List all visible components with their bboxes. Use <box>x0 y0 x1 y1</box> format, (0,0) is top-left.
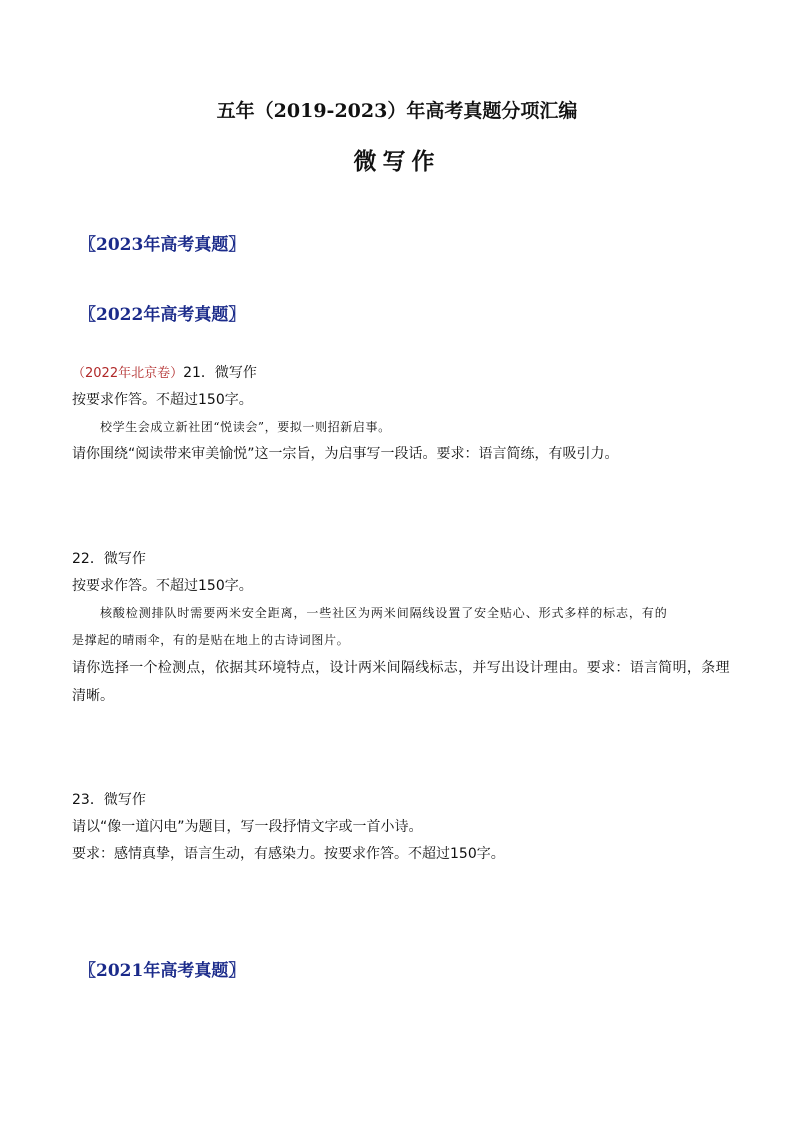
section-heading-2023: 〖2023年高考真题〗 <box>79 235 246 255</box>
section-heading-2021: 〖2021年高考真题〗 <box>79 961 246 981</box>
question-21-task: 请你围绕“阅读带来审美愉悦”这一宗旨，为启事写一段话。要求：语言简练，有吸引力。 <box>72 446 619 462</box>
document-title: 五年（2019-2023）年高考真题分项汇编 <box>216 100 578 122</box>
document-subtitle: 微写作 <box>353 148 441 175</box>
question-22-heading: 22．微写作 <box>72 551 146 567</box>
question-23-task: 请以“像一道闪电”为题目，写一段抒情文字或一首小诗。 <box>72 819 423 835</box>
question-21-source: （2022年北京卷） <box>72 366 184 381</box>
question-21-material: 校学生会成立新社团“悦读会”，要拟一则招新启事。 <box>100 420 391 434</box>
question-22-task-line-1: 请你选择一个检测点，依据其环境特点，设计两米间隔线标志，并写出设计理由。要求：语言简明，条理 <box>72 660 730 676</box>
question-21-requirement: 按要求作答。不超过150字。 <box>72 392 253 408</box>
question-23-heading: 23．微写作 <box>72 792 146 808</box>
question-21-heading: 21．微写作 <box>183 365 257 381</box>
question-22-material-line-1: 核酸检测排队时需要两米安全距离，一些社区为两米间隔线设置了安全贴心、形式多样的标志，有的 <box>100 606 668 620</box>
question-23-requirement: 要求：感情真挚，语言生动，有感染力。按要求作答。不超过150字。 <box>72 846 505 862</box>
question-21-header <box>72 363 257 384</box>
question-22-task-line-2: 清晰。 <box>72 688 114 704</box>
question-22-requirement: 按要求作答。不超过150字。 <box>72 578 253 594</box>
section-heading-2022: 〖2022年高考真题〗 <box>79 305 246 325</box>
question-22-material-line-2: 是撑起的晴雨伞，有的是贴在地上的古诗词图片。 <box>72 633 350 647</box>
